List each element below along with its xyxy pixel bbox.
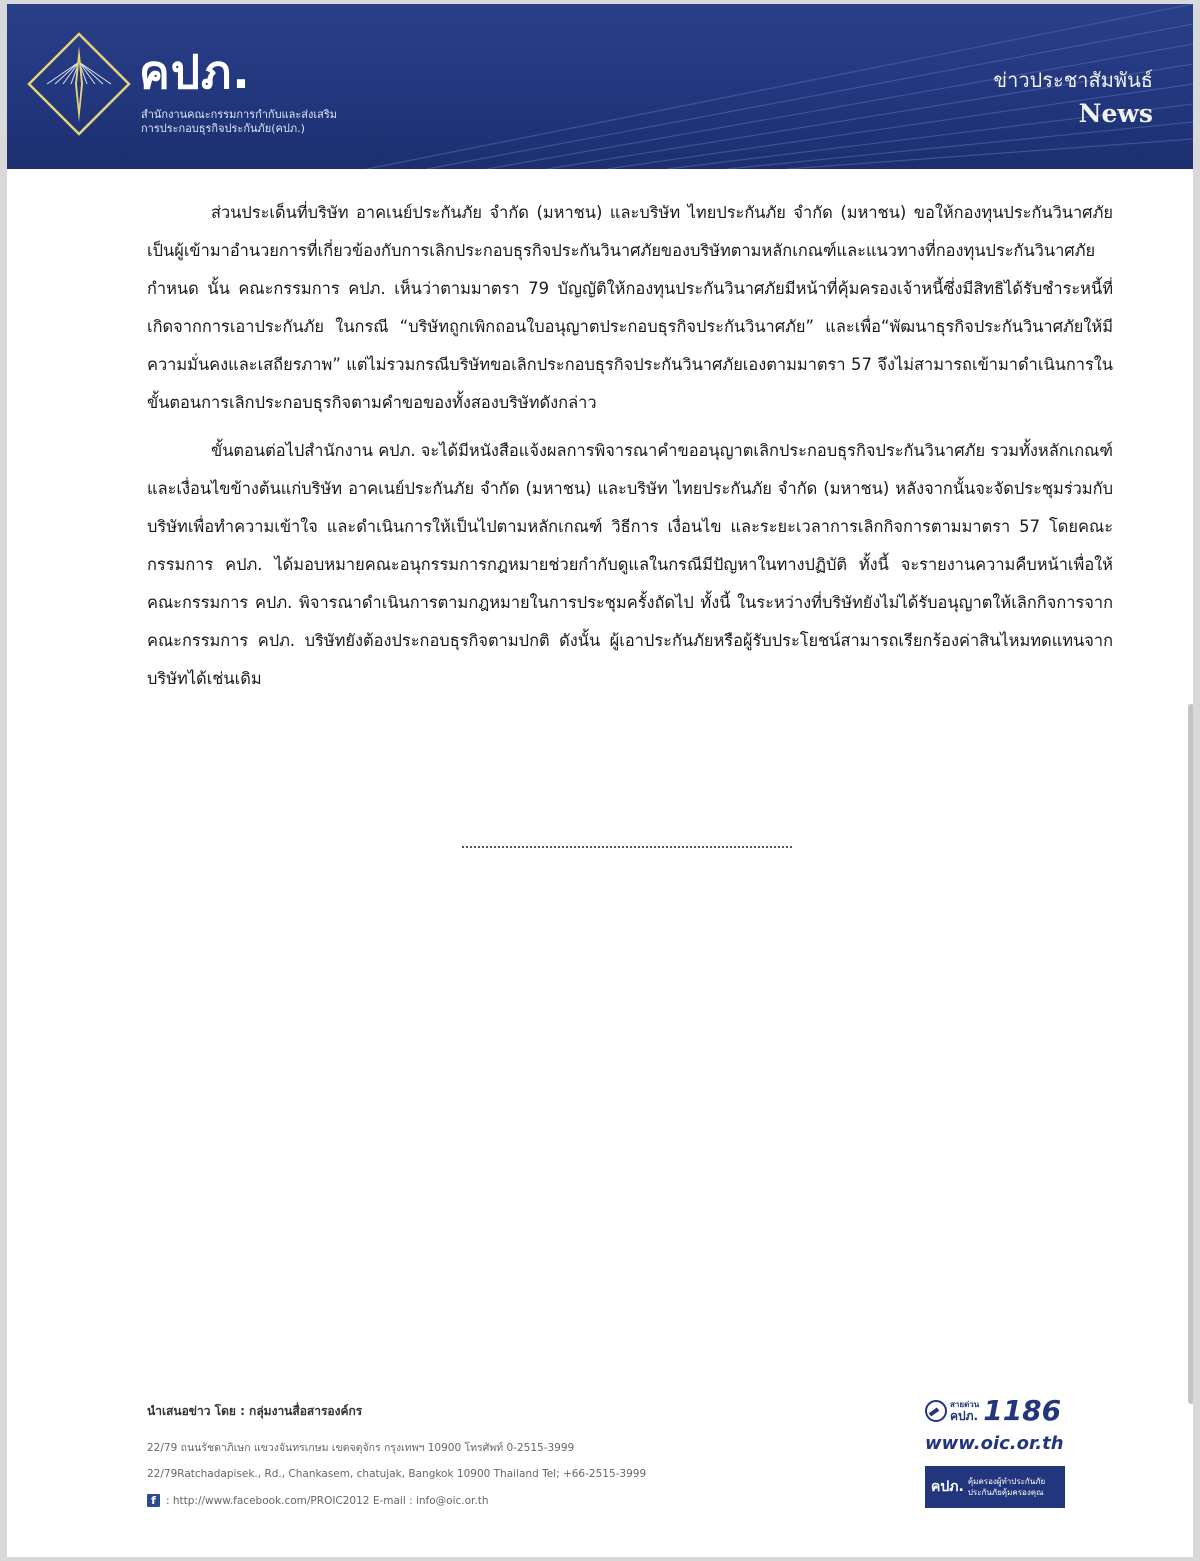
news-label-english: News (1078, 99, 1153, 128)
oic-slogan-badge (925, 1466, 1065, 1508)
hotline-row (925, 1394, 1067, 1428)
badge-slogan-line1: คุ้มครองผู้ทำประกันภัย (967, 1477, 1046, 1486)
hotline-block (925, 1394, 1067, 1534)
hotline-label-big: คปภ. (950, 1408, 979, 1423)
scrollbar[interactable] (1188, 704, 1193, 1404)
website-url: www.oic.or.th (925, 1433, 1064, 1454)
hotline-number: 1186 (983, 1394, 1062, 1427)
phone-icon (925, 1400, 947, 1422)
document-type-label (993, 64, 1153, 132)
facebook-icon: f (147, 1494, 160, 1507)
logo-abbreviation: คปภ. (139, 45, 251, 99)
badge-abbreviation: คปภ. (931, 1479, 964, 1495)
end-of-article-divider (462, 846, 792, 848)
hotline-label-small: สายด่วน (950, 1399, 980, 1409)
hotline-label (950, 1400, 979, 1423)
organization-name-line1: สำนักงานคณะกรรมการกำกับและส่งเสริม (141, 108, 338, 121)
article-paragraph-1: ส่วนประเด็นที่บริษัท อาคเนย์ประกันภัย จำกัด (มหาชน) และบริษัท ไทยประกันภัย จำกัด (มหาชน) ขอให้กองทุนประกันวินาศภัยเป็นผู้เข้ามาอำนวยการที่เกี่ยวข้องกับการเลิกประกอบธุรกิจประกันวินาศภัยของบริษัทตามหลักเกณฑ์และแนวทางที่กองทุนประกันวินาศภัยกำหนด นั้น คณะกรรมการ คปภ. เห็นว่าตามมาตรา 79 บัญญัติให้กองทุนประกันวินาศภัยมีหน้าที่คุ้มครองเจ้าหนี้ซึ่งมีสิทธิได้รับชำระหนี้ที่เกิดจากการเอาประกันภัย ในกรณี “บริษัทถูกเพิกถอนใบอนุญาตประกอบธุรกิจประกันวินาศภัย” และเพื่อ“พัฒนาธุรกิจประกันวินาศภัยให้มีความมั่นคงและเสถียรภาพ” แต่ไม่รวมกรณีบริษัทขอเลิกประกอบธุรกิจประกันวินาศภัยเองตามมาตรา 57 จึงไม่สามารถเข้ามาดำเนินการในขั้นตอนการเลิกประกอบธุรกิจตามคำขอของทั้งสองบริษัทดังกล่าว (147, 203, 1113, 412)
news-label-thai: ข่าวประชาสัมพันธ์ (993, 68, 1153, 92)
article-paragraph-2: ขั้นตอนต่อไปสำนักงาน คปภ. จะได้มีหนังสือแจ้งผลการพิจารณาคำขออนุญาตเลิกประกอบธุรกิจประกันวินาศภัย รวมทั้งหลักเกณฑ์และเงื่อนไขข้างต้นแก่บริษัท อาคเนย์ประกันภัย จำกัด (มหาชน) และบริษัท ไทยประกันภัย จำกัด (มหาชน) หลังจากนั้นจะจัดประชุมร่วมกับบริษัทเพื่อทำความเข้าใจ และดำเนินการให้เป็นไปตามหลักเกณฑ์ วิธีการ เงื่อนไข และระยะเวลาการเลิกกิจการตามมาตรา 57 โดยคณะกรรมการ คปภ. ได้มอบหมายคณะอนุกรรมการกฎหมายช่วยกำกับดูแลในกรณีมีปัญหาในทางปฏิบัติ ทั้งนี้ จะรายงานความคืบหน้าเพื่อให้คณะกรรมการ คปภ. พิจารณาดำเนินการตามกฎหมายในการประชุมครั้งถัดไป ทั้งนี้ ในระหว่างที่บริษัทยังไม่ได้รับอนุญาตให้เลิกกิจการจาก คณะกรรมการ คปภ. บริษัทยังต้องประกอบธุรกิจตามปกติ ดังนั้น ผู้เอาประกันภัยหรือผู้รับประโยชน์สามารถเรียกร้องค่าสินไหมทดแทนจากบริษัทได้เช่นเดิม (147, 441, 1113, 688)
presented-by-text: นำเสนอข่าว โดย : กลุ่มงานสื่อสารองค์กร (147, 1404, 363, 1418)
badge-slogan (968, 1476, 1045, 1498)
article-body (147, 194, 1113, 708)
oic-diamond-logo-icon (27, 32, 131, 136)
badge-slogan-line2: ประกันภัยคุ้มครองคุณ (967, 1488, 1044, 1497)
organization-name-line2: การประกอบธุรกิจประกันภัย(คปภ.) (141, 122, 305, 135)
address-thai: 22/79 ถนนรัชดาภิเษก แขวงจันทรเกษม เขตจตุจักร กรุงเทพฯ 10900 โทรศัพท์ 0-2515-3999 (147, 1442, 575, 1454)
organization-name (141, 108, 401, 136)
address-english: 22/79Ratchadapisek., Rd., Chankasem, chatujak, Bangkok 10900 Thailand Tel; +66-2515-3999 (147, 1468, 647, 1480)
document-page (7, 4, 1193, 1557)
header-banner (7, 4, 1193, 169)
contact-line (147, 1494, 707, 1507)
footer-info (147, 1402, 707, 1507)
contact-text: : http://www.facebook.com/PROIC2012 E-mail : info@oic.or.th (166, 1494, 489, 1507)
